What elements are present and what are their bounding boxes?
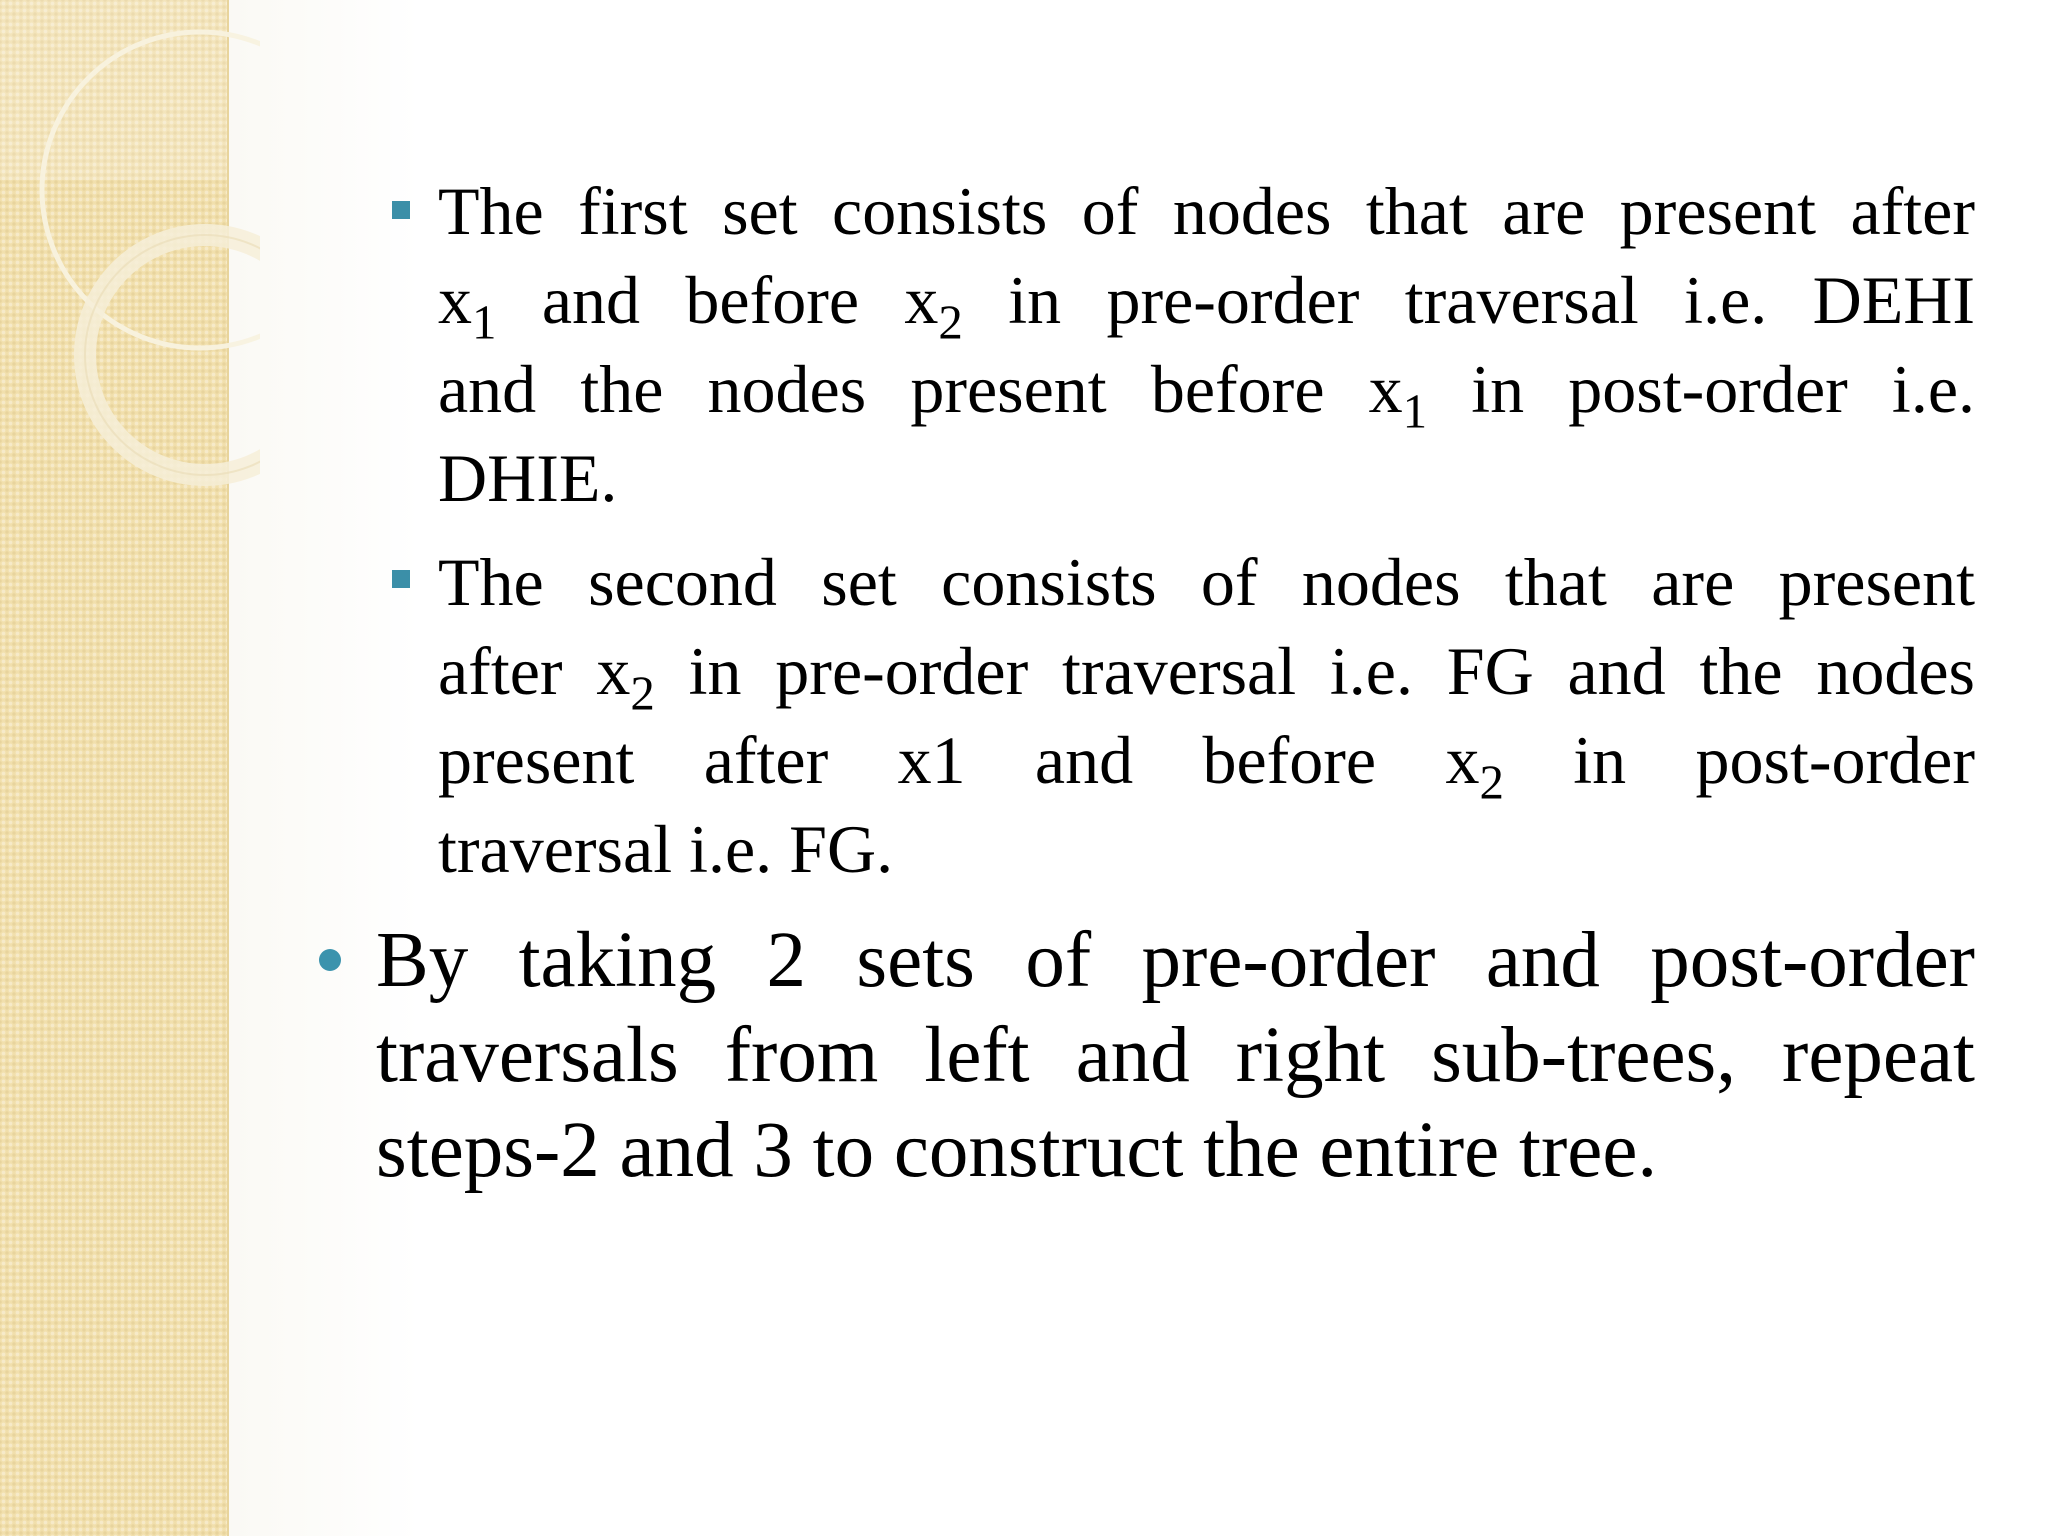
sub-bullet-1 (438, 167, 1975, 523)
sub-bullet-1-line-2: $x_1$ and before $x_2$ in pre-order traversal i.e. DEHI (438, 262, 1975, 350)
sub-bullet-1-line-3: and the nodes present before $x_1$ in post-order i.e. (438, 351, 1975, 439)
square-bullet-icon (392, 570, 410, 588)
sub-bullet-2 (438, 538, 1975, 894)
main-bullet-1-line-2: traversals from left and right sub-trees, repeat (376, 1012, 1975, 1099)
sub-bullet-2-line-1: The second set consists of nodes that are present (438, 544, 1975, 620)
square-bullet-icon (392, 201, 410, 219)
sub-bullet-2-line-2: after $x_2$ in pre-order traversal i.e. FG and the nodes (438, 633, 1975, 721)
main-bullet-1 (376, 913, 1975, 1198)
sub-bullet-2-line-4: traversal i.e. FG. (438, 811, 894, 887)
sub-bullet-1-line-1: The first set consists of nodes that are present after (438, 173, 1975, 249)
main-bullet-1-line-3: steps-2 and 3 to construct the entire tree. (376, 1107, 1658, 1194)
sub-bullet-1-line-4: DHIE. (438, 440, 618, 516)
main-bullet-1-line-1: By taking 2 sets of pre-order and post-order (376, 917, 1975, 1004)
sub-bullet-2-line-3: present after x1 and before $x_2$ in post-order (438, 722, 1975, 810)
round-bullet-icon (319, 949, 341, 971)
